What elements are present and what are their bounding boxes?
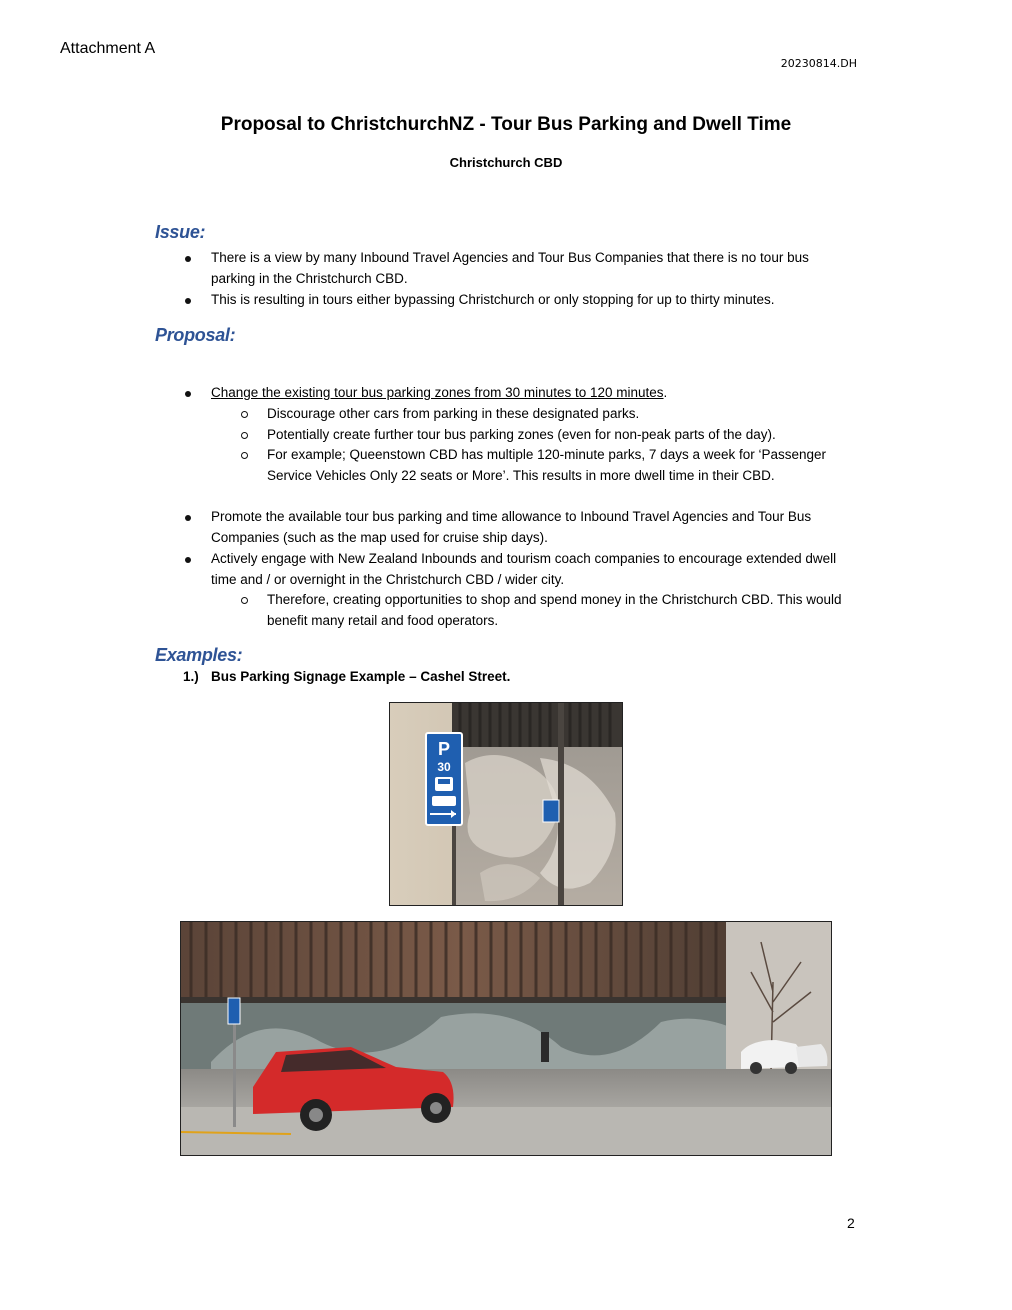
sign-minutes: 30: [437, 760, 451, 774]
attachment-label: Attachment A: [60, 40, 156, 57]
bullet-icon: [183, 382, 203, 403]
example-item-label: Bus Parking Signage Example – Cashel Street.: [211, 669, 511, 684]
examples-heading: Examples:: [155, 645, 243, 665]
signage-photo: [389, 702, 623, 906]
issue-heading: Issue:: [155, 222, 206, 242]
bullet-icon: [183, 289, 203, 310]
example-item-number: 1.): [183, 669, 199, 684]
document-reference: 20230814.DH: [780, 57, 857, 70]
bullet-icon: [183, 548, 203, 569]
page-number: 2: [847, 1215, 855, 1231]
issue-bullet-text: This is resulting in tours either bypassing Christchurch or only stopping for up to thirty minutes.: [211, 292, 775, 307]
circle-bullet-icon: [240, 424, 260, 445]
proposal-bullet-period: .: [663, 385, 668, 400]
proposal-bullet-text: [211, 382, 855, 403]
street-photo-image: [181, 922, 831, 1155]
proposal-sub-bullet-text: Discourage other cars from parking in these designated parks.: [267, 406, 640, 421]
bullet-icon: [183, 506, 203, 527]
proposal-bullet-text: Actively engage with New Zealand Inbounds and tourism coach companies to encourage extended dwell time and / or overnight in the Christchurch CBD / wider city.: [211, 551, 837, 587]
proposal-heading: Proposal:: [155, 325, 236, 345]
proposal-sub-bullet-text: For example; Queenstown CBD has multiple 120-minute parks, 7 days a week for ‘Passenger Service Vehicles Only 22 seats or More’. This results in more dwell time in their CBD.: [267, 447, 827, 483]
signage-photo-image: [390, 703, 622, 905]
document-subtitle: Christchurch CBD: [449, 155, 563, 170]
circle-bullet-icon: [240, 589, 260, 610]
bullet-icon: [183, 247, 203, 268]
circle-bullet-icon: [240, 444, 260, 465]
proposal-bullet-underlined: Change the existing tour bus parking zones from 30 minutes to 120 minutes: [211, 385, 664, 400]
proposal-sub-bullet-text: Potentially create further tour bus parking zones (even for non-peak parts of the day).: [267, 427, 776, 442]
circle-bullet-icon: [240, 403, 260, 424]
sign-parking-letter: P: [437, 739, 451, 759]
issue-bullet-text: There is a view by many Inbound Travel Agencies and Tour Bus Companies that there is no tour bus parking in the Christchurch CBD.: [211, 250, 809, 286]
proposal-bullet-text: Promote the available tour bus parking and time allowance to Inbound Travel Agencies and Tour Bus Companies (such as the map used for cruise ship days).: [211, 509, 812, 545]
street-photo: [180, 921, 832, 1156]
example-item: [183, 669, 510, 684]
proposal-sub-bullet-text: Therefore, creating opportunities to shop and spend money in the Christchurch CBD. This would benefit many retail and food operators.: [267, 592, 842, 628]
document-title: Proposal to ChristchurchNZ - Tour Bus Parking and Dwell Time: [220, 114, 792, 135]
